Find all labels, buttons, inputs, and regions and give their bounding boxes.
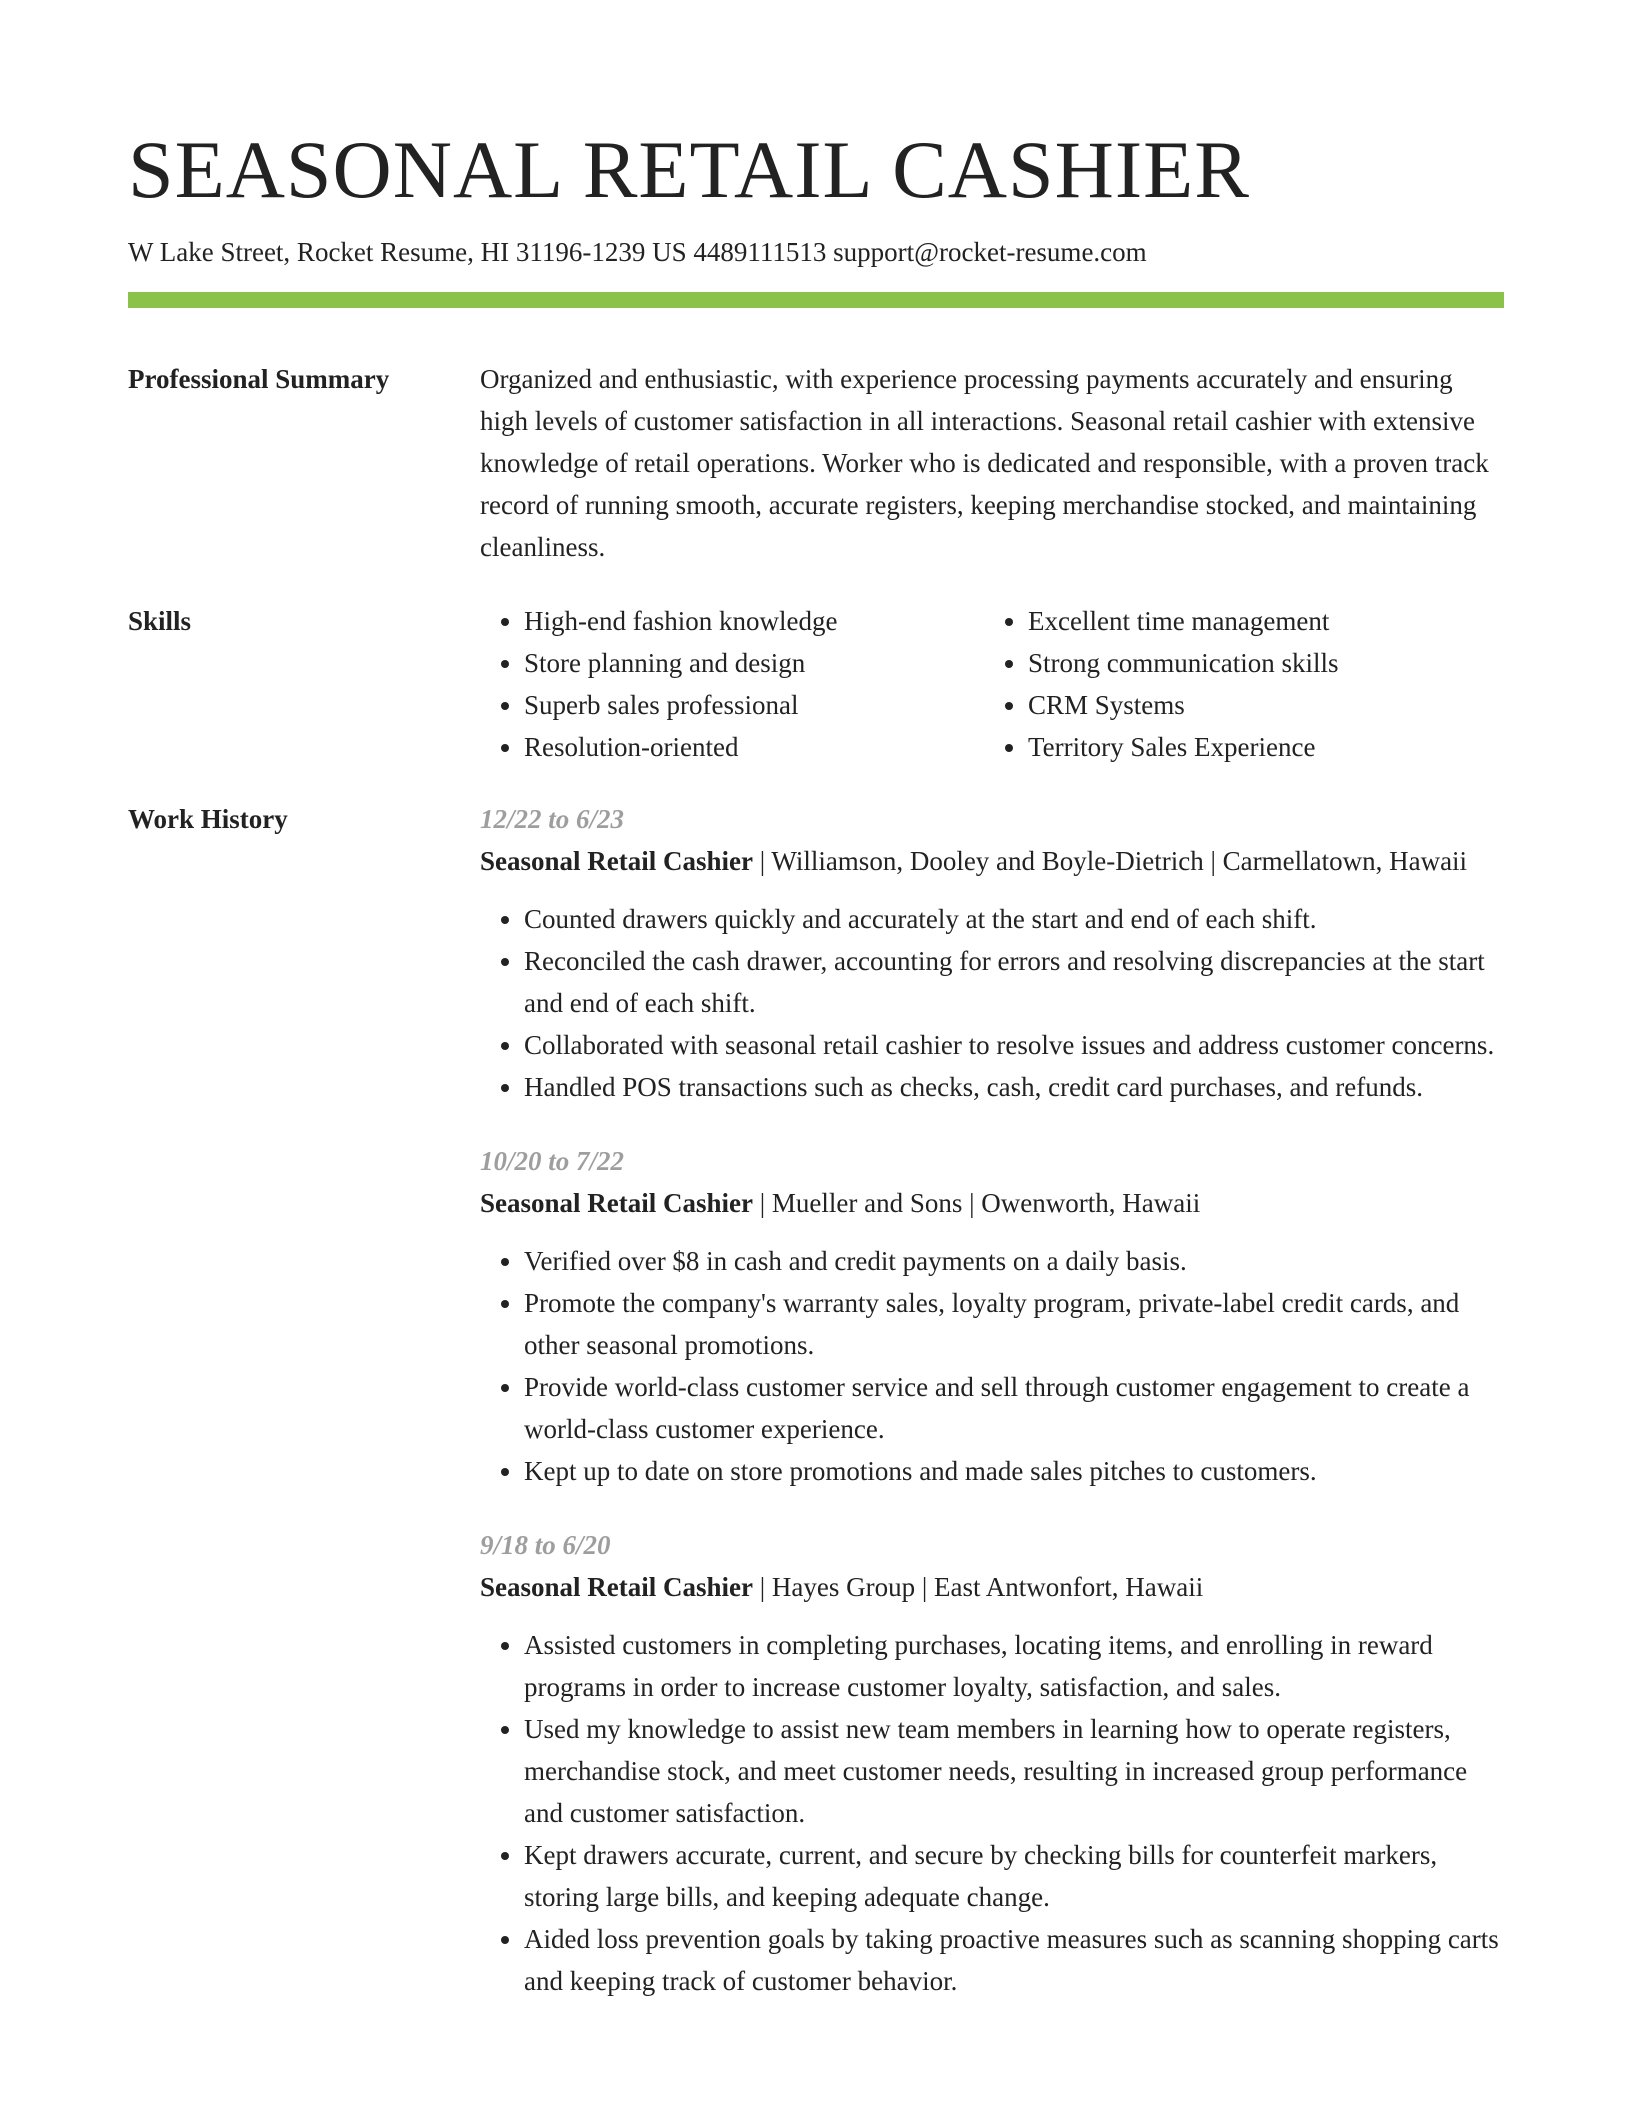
job-dates: 12/22 to 6/23 [480, 804, 625, 834]
job-dates: 10/20 to 7/22 [480, 1146, 625, 1176]
work-history-body [480, 798, 1504, 2034]
job-bullet: • Promote the company's warranty sales, loyalty program, private-label credit cards, and other seasonal promotions. [524, 1282, 1504, 1366]
job-heading [480, 1566, 1504, 1608]
section-label-summary: Professional Summary [128, 364, 390, 394]
job-bullet: • Kept drawers accurate, current, and secure by checking bills for counterfeit markers, storing large bills, and keeping adequate change. [524, 1834, 1504, 1918]
job-details: | Hayes Group | East Antwonfort, Hawaii [753, 1572, 1204, 1602]
job-title: Seasonal Retail Cashier [480, 1572, 753, 1602]
job-title: Seasonal Retail Cashier [480, 1188, 753, 1218]
skills-list-right [984, 600, 1488, 768]
skills-columns [480, 600, 1504, 768]
contact-line: W Lake Street, Rocket Resume, HI 31196-1239 US 4489111513 support@rocket-resume.com [128, 237, 1147, 267]
job-heading [480, 1182, 1504, 1224]
job-entry [480, 1140, 1504, 1492]
job-heading [480, 840, 1504, 882]
section-label-skills: Skills [128, 606, 192, 636]
skill-item: • High-end fashion knowledge [524, 600, 984, 642]
job-bullet: • Counted drawers quickly and accurately at the start and end of each shift. [524, 898, 1504, 940]
summary-text: Organized and enthusiastic, with experience processing payments accurately and ensuring high levels of customer satisfaction in all interactions. Seasonal retail cashier with extensive knowledge of retail operations. Worker who is dedicated and responsible, with a proven track record of running smooth, accurate registers, keeping merchandise stocked, and maintaining cleanliness. [480, 364, 1489, 562]
job-bullet: • Aided loss prevention goals by taking proactive measures such as scanning shopping carts and keeping track of customer behavior. [524, 1918, 1504, 2002]
job-dates: 9/18 to 6/20 [480, 1530, 611, 1560]
job-entry [480, 798, 1504, 1108]
job-bullet: • Used my knowledge to assist new team members in learning how to operate registers, merchandise stock, and meet customer needs, resulting in increased group performance and customer satisfaction. [524, 1708, 1504, 1834]
skills-list-left [480, 600, 984, 768]
job-entry [480, 1524, 1504, 2002]
skill-item: • Excellent time management [1028, 600, 1488, 642]
professional-summary-section [128, 358, 1504, 568]
job-bullet: • Verified over $8 in cash and credit payments on a daily basis. [524, 1240, 1504, 1282]
skill-item: • Store planning and design [524, 642, 984, 684]
skill-item: • Resolution-oriented [524, 726, 984, 768]
skill-item: • CRM Systems [1028, 684, 1488, 726]
job-title: Seasonal Retail Cashier [480, 846, 753, 876]
job-bullet-list [480, 898, 1504, 1108]
job-bullet: • Kept up to date on store promotions and made sales pitches to customers. [524, 1450, 1504, 1492]
job-bullet-list [480, 1624, 1504, 2002]
job-bullet-list [480, 1240, 1504, 1492]
job-bullet: • Provide world-class customer service and sell through customer engagement to create a world-class customer experience. [524, 1366, 1504, 1450]
skills-body [480, 600, 1504, 768]
work-history-section [128, 798, 1504, 2034]
resume-name: SEASONAL RETAIL CASHIER [128, 124, 1250, 215]
skill-item: • Strong communication skills [1028, 642, 1488, 684]
job-bullet: • Collaborated with seasonal retail cashier to resolve issues and address customer concerns. [524, 1024, 1504, 1066]
header-divider [128, 292, 1504, 308]
job-details: | Mueller and Sons | Owenworth, Hawaii [753, 1188, 1201, 1218]
skill-item: • Superb sales professional [524, 684, 984, 726]
job-bullet: • Reconciled the cash drawer, accounting for errors and resolving discrepancies at the start and end of each shift. [524, 940, 1504, 1024]
job-details: | Williamson, Dooley and Boyle-Dietrich | Carmellatown, Hawaii [753, 846, 1468, 876]
skills-section [128, 600, 1504, 768]
job-bullet: • Handled POS transactions such as checks, cash, credit card purchases, and refunds. [524, 1066, 1504, 1108]
job-bullet: • Assisted customers in completing purchases, locating items, and enrolling in reward programs in order to increase customer loyalty, satisfaction, and sales. [524, 1624, 1504, 1708]
section-label-work: Work History [128, 804, 288, 834]
skill-item: • Territory Sales Experience [1028, 726, 1488, 768]
